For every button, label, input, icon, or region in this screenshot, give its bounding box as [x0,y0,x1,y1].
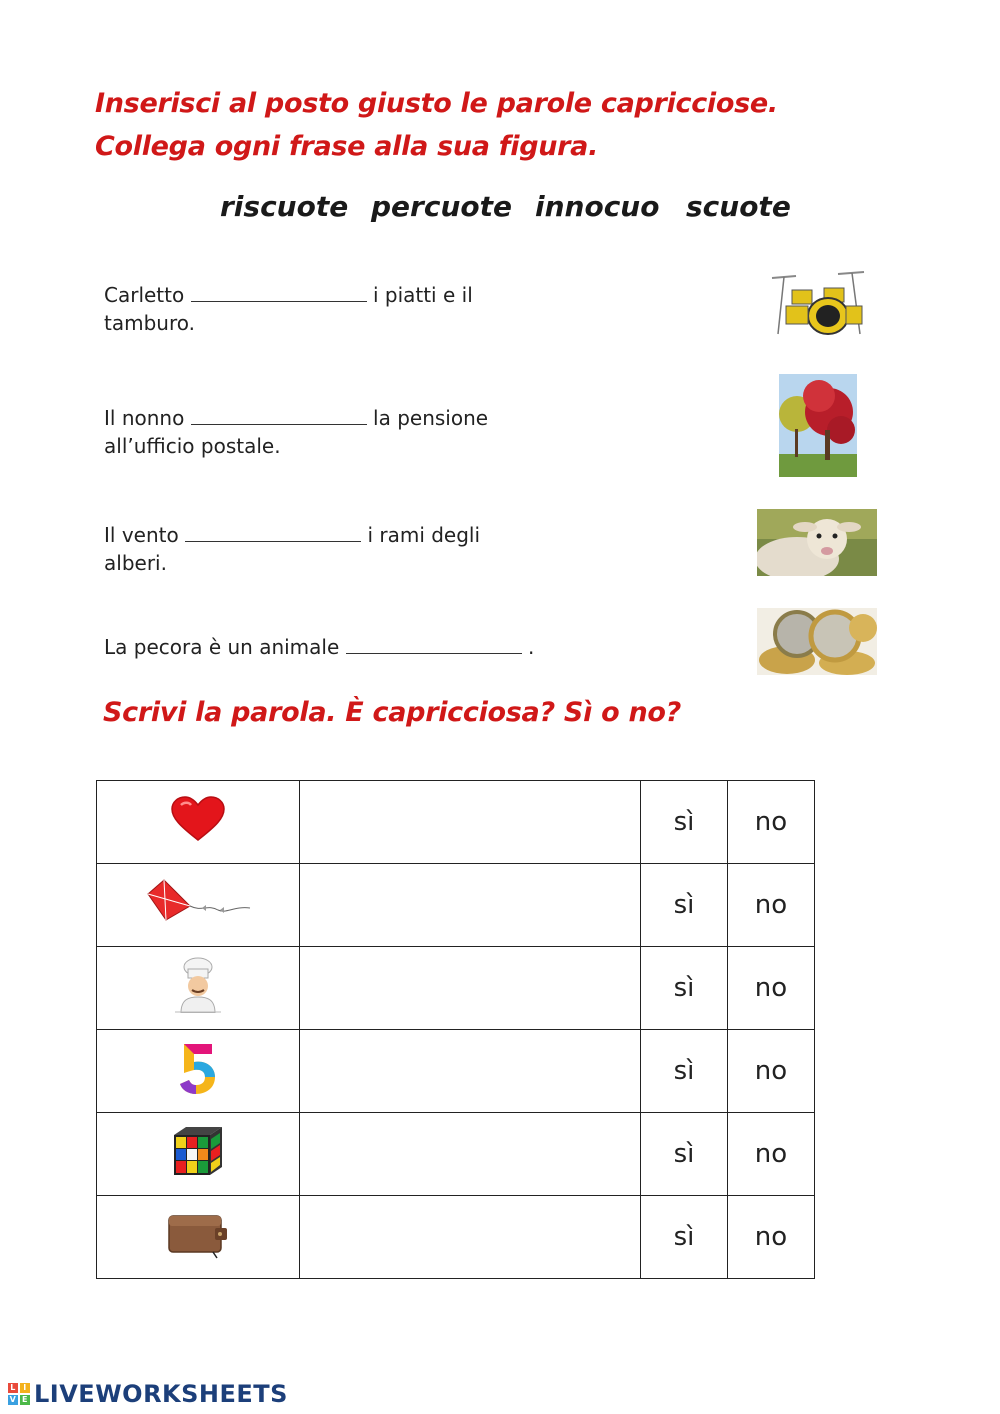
table-row [97,781,815,864]
no-option[interactable]: no [728,864,815,947]
no-option[interactable]: no [728,1030,815,1113]
sentence-text: i rami degli alberi. [104,523,481,575]
chef-icon [173,957,223,1013]
logo-letter: V [9,1395,17,1404]
yes-option[interactable]: sì [641,1113,728,1196]
image-cell [97,1196,300,1279]
sheep-picture[interactable] [757,509,877,576]
instruction-line-2: Collega ogni frase alla sua figura. [95,131,599,162]
word-percuote[interactable]: percuote [371,190,512,223]
sentence-text: La pecora è un animale [104,635,340,659]
sentence-text: Il nonno [104,406,185,430]
word-bank [0,190,1000,230]
table-row [97,1196,815,1279]
wallet-icon [165,1208,231,1260]
table-row [97,864,815,947]
section2-title: Scrivi la parola. È capricciosa? Sì o no? [103,697,682,728]
answer-input[interactable] [300,1196,641,1279]
answer-input[interactable] [300,1113,641,1196]
sentence-text: la pensione all’ufficio postale. [104,406,489,458]
rubiks-cube-icon [172,1125,224,1177]
footer-logo[interactable] [8,1380,288,1408]
sentence-1 [104,281,524,337]
instruction-line-1: Inserisci al posto giusto le parole capricciose. [95,88,778,119]
image-cell [97,781,300,864]
sentence-text: Carletto [104,283,185,307]
image-cell [97,947,300,1030]
image-cell [97,1113,300,1196]
word-riscuote[interactable]: riscuote [220,190,349,223]
liveworksheets-logo-icon [8,1383,30,1405]
sentence-4 [104,633,564,661]
brand-name: LIVEWORKSHEETS [34,1380,288,1408]
logo-letter: E [20,1395,30,1405]
answer-table [96,780,815,1279]
blank-input[interactable] [185,523,361,542]
heart-icon [170,796,226,842]
sentence-text: . [528,635,535,659]
word-scuote[interactable]: scuote [686,190,791,223]
no-option[interactable]: no [728,1113,815,1196]
no-option[interactable]: no [728,1196,815,1279]
yes-option[interactable]: sì [641,864,728,947]
word-innocuo[interactable]: innocuo [535,190,660,223]
table-row [97,1030,815,1113]
sentence-text: Il vento [104,523,179,547]
number-five-icon [178,1040,218,1096]
no-option[interactable]: no [728,947,815,1030]
blank-input[interactable] [346,635,522,654]
sentence-2 [104,404,524,460]
yes-option[interactable]: sì [641,1030,728,1113]
drum-kit-picture[interactable] [766,266,870,338]
yes-option[interactable]: sì [641,1196,728,1279]
answer-input[interactable] [300,947,641,1030]
sentence-text: i piatti e il tamburo. [104,283,473,335]
blank-input[interactable] [191,283,367,302]
logo-letter: L [8,1383,18,1393]
yes-option[interactable]: sì [641,947,728,1030]
autumn-tree-picture[interactable] [779,374,857,477]
kite-icon [142,878,254,926]
no-option[interactable]: no [728,781,815,864]
table-row [97,1113,815,1196]
coins-picture[interactable] [757,608,877,675]
image-cell [97,864,300,947]
answer-input[interactable] [300,781,641,864]
answer-input[interactable] [300,1030,641,1113]
image-cell [97,1030,300,1113]
sentence-3 [104,521,524,577]
table-row [97,947,815,1030]
blank-input[interactable] [191,406,367,425]
logo-letter: I [20,1383,30,1393]
yes-option[interactable]: sì [641,781,728,864]
answer-input[interactable] [300,864,641,947]
